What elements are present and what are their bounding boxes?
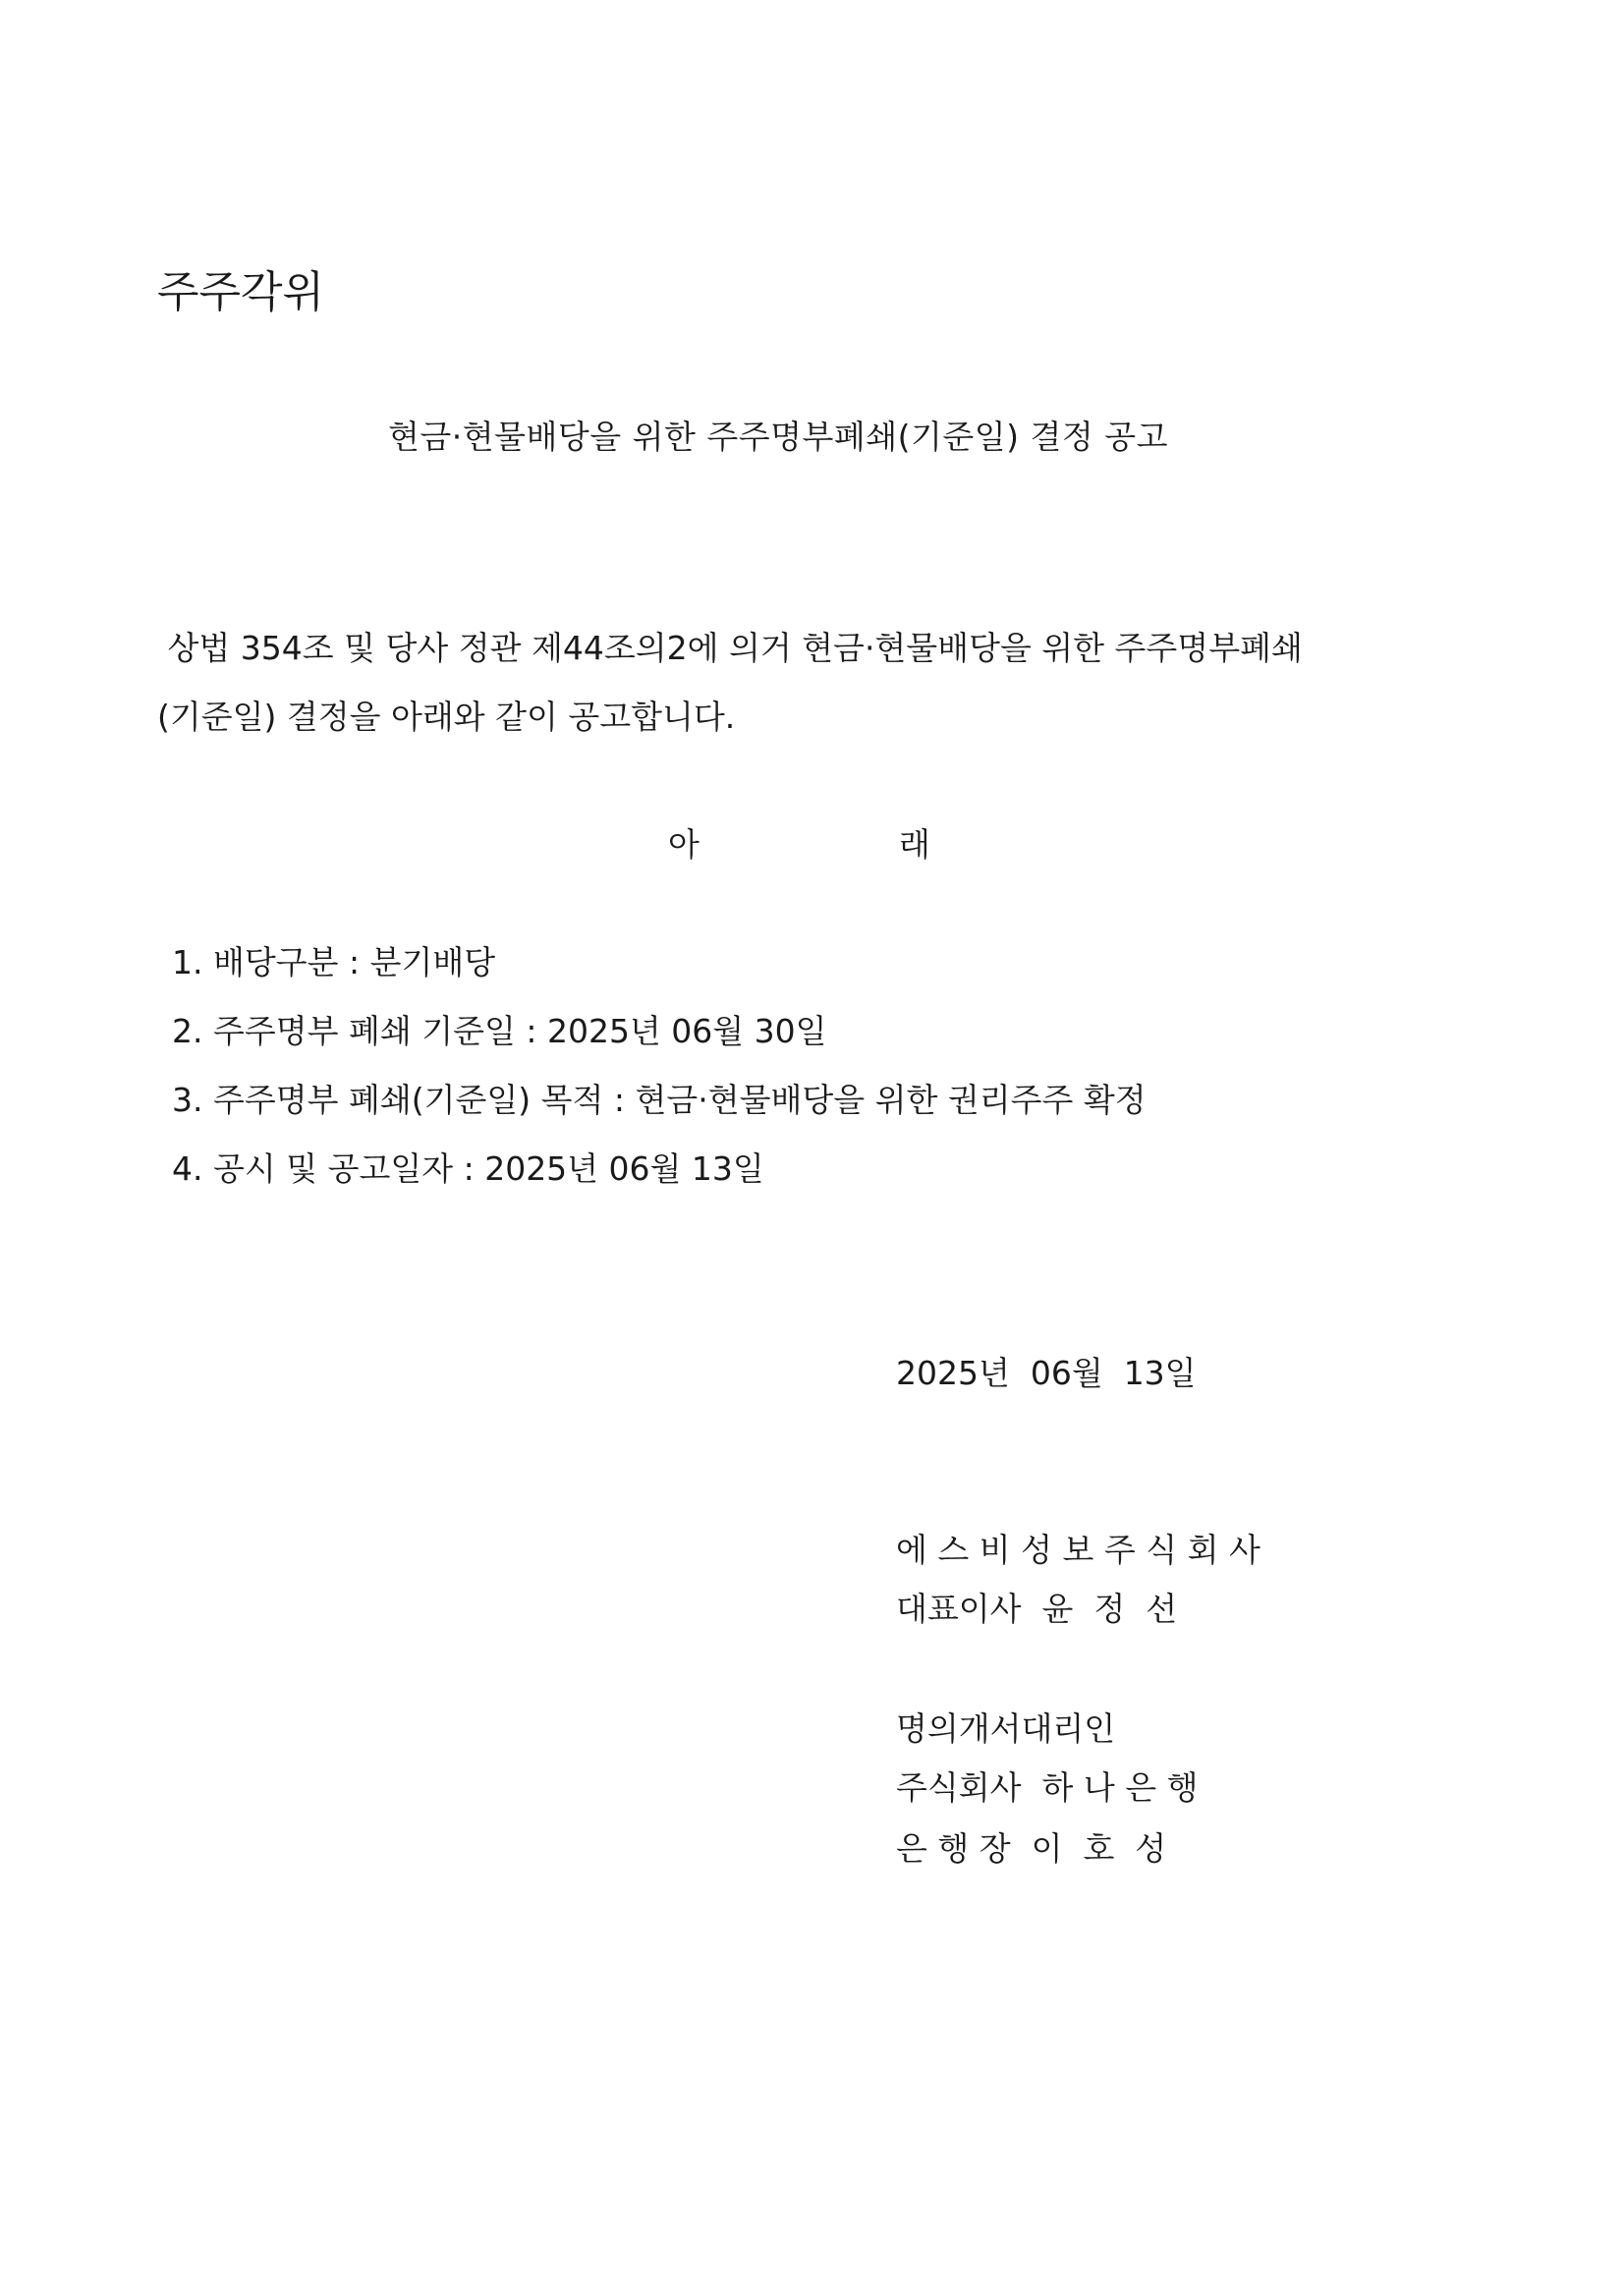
list-item-purpose: 3. 주주명부 폐쇄(기준일) 목적 : 현금·현물배당을 위한 권리주주 확정 (172, 1081, 1147, 1119)
body-paragraph-line-2: (기준일) 결정을 아래와 같이 공고합니다. (157, 698, 736, 736)
issue-date: 2025년 06월 13일 (896, 1354, 1197, 1392)
list-item-announcement-date: 4. 공시 및 공고일자 : 2025년 06월 13일 (172, 1149, 764, 1188)
transfer-agent-head: 은 행 장 이 호 성 (896, 1829, 1167, 1868)
notice-title: 현금·현물배당을 위한 주주명부폐쇄(기준일) 결정 공고 (388, 418, 1169, 456)
transfer-agent-label: 명의개서대리인 (896, 1709, 1116, 1748)
section-heading-left: 아 (668, 825, 700, 864)
company-name: 에 스 비 성 보 주 식 회 사 (896, 1531, 1260, 1569)
section-heading-right: 래 (899, 825, 930, 864)
ceo-name: 대표이사 윤 정 선 (896, 1590, 1178, 1628)
list-item-dividend-type: 1. 배당구분 : 분기배당 (172, 943, 496, 981)
transfer-agent-company: 주식회사 하 나 은 행 (896, 1768, 1199, 1807)
salutation: 주주각위 (157, 267, 325, 317)
body-paragraph-line-1: 상법 354조 및 당사 정관 제44조의2에 의거 현금·현물배당을 위한 주주명부폐쇄 (157, 629, 1303, 667)
list-item-record-date: 2. 주주명부 폐쇄 기준일 : 2025년 06월 30일 (172, 1012, 827, 1050)
